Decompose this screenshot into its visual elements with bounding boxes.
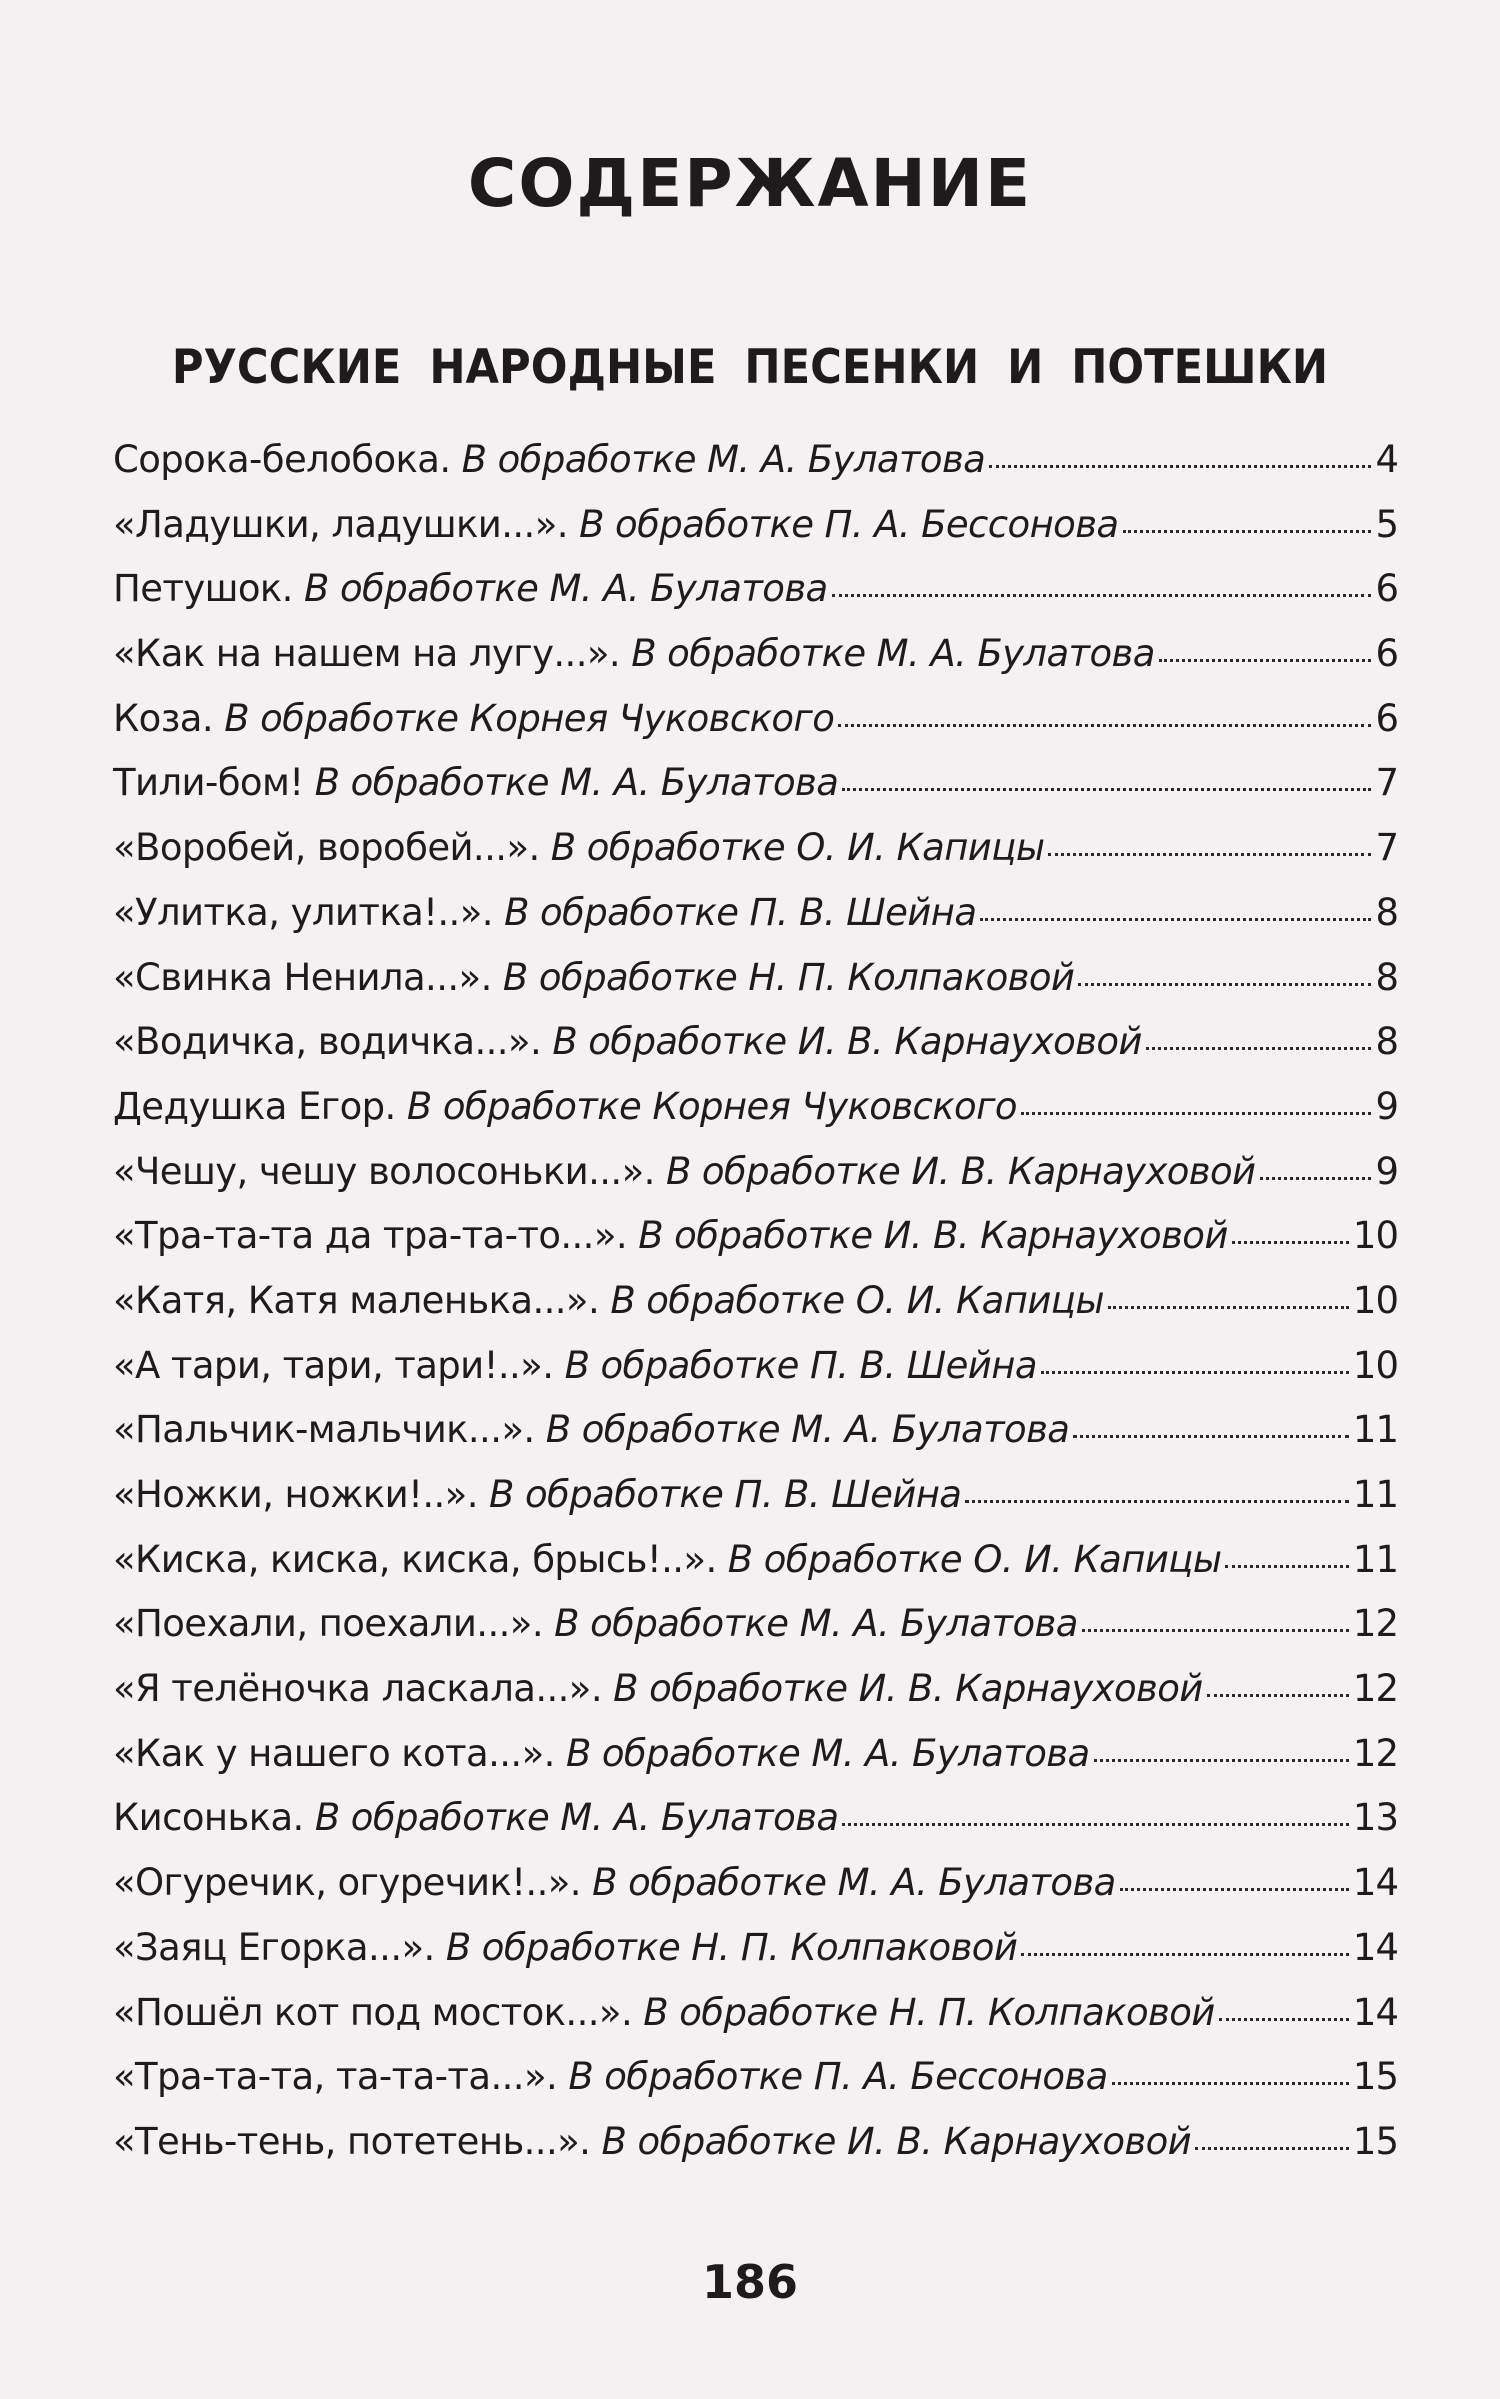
toc-entry[interactable] (113, 1150, 1398, 1215)
entry-page-number: 12 (1352, 1602, 1398, 1646)
entry-credit: В обработке И. В. Карнауховой (613, 1667, 1203, 1711)
entry-title: «Пальчик-мальчик...». (113, 1408, 535, 1452)
entry-credit: В обработке И. В. Карнауховой (601, 2119, 1192, 2163)
entry-page-number: 8 (1375, 955, 1398, 999)
dot-leader (980, 918, 1371, 921)
entry-title: «Как на нашем на лугу...». (113, 632, 621, 676)
toc-entry[interactable] (113, 697, 1398, 762)
toc-entry[interactable] (113, 1473, 1398, 1538)
dot-leader (1082, 1629, 1349, 1632)
entry-page-number: 10 (1352, 1278, 1398, 1322)
entry-page-number: 4 (1375, 438, 1398, 481)
dot-leader (838, 724, 1371, 727)
entry-credit: В обработке М. А. Булатова (314, 761, 839, 805)
entry-page-number: 14 (1352, 1861, 1398, 1905)
entry-page-number: 11 (1352, 1537, 1398, 1581)
dot-leader (1094, 1759, 1349, 1762)
toc-entry[interactable] (113, 1344, 1398, 1409)
entry-page-number: 8 (1375, 890, 1398, 934)
entry-credit: В обработке О. И. Капицы (550, 826, 1045, 870)
entry-credit: В обработке Н. П. Колпаковой (502, 955, 1075, 999)
entry-title: «Поехали, поехали...». (113, 1602, 543, 1646)
entry-title: Сорока-белобока. (113, 438, 451, 481)
entry-title: Коза. (113, 696, 214, 740)
entry-credit: В обработке Корнея Чуковского (406, 1084, 1017, 1128)
entry-text (113, 2120, 1191, 2163)
entry-page-number: 8 (1375, 1020, 1398, 1064)
entry-text (113, 891, 976, 934)
toc-entry[interactable] (113, 956, 1398, 1021)
dot-leader (1021, 1953, 1349, 1956)
toc-entry[interactable] (113, 1020, 1398, 1085)
entry-page-number: 10 (1352, 1214, 1398, 1258)
dot-leader (1260, 1177, 1372, 1180)
entry-page-number: 7 (1375, 826, 1398, 870)
entry-credit: В обработке П. А. Бессонова (579, 502, 1119, 546)
entry-title: «Я телёночка ласкала...». (113, 1667, 602, 1711)
entry-text (113, 2055, 1108, 2098)
entry-page-number: 5 (1375, 502, 1398, 546)
toc-entry[interactable] (113, 1214, 1398, 1279)
entry-page-number: 13 (1352, 1796, 1398, 1840)
entry-text (113, 1602, 1078, 1645)
entry-credit: В обработке П. В. Шейна (564, 1343, 1037, 1387)
dot-leader (1146, 1047, 1372, 1050)
entry-text (113, 1408, 1069, 1451)
entry-credit: В обработке Корнея Чуковского (224, 696, 835, 740)
entry-title: «Улитка, улитка!..». (113, 890, 493, 934)
entry-page-number: 15 (1352, 2055, 1398, 2099)
entry-text (113, 1926, 1017, 1969)
toc-entry[interactable] (113, 891, 1398, 956)
toc-entry[interactable] (113, 761, 1398, 826)
entry-title: «Тень-тень, потетень...». (113, 2119, 591, 2163)
entry-credit: В обработке М. А. Булатова (304, 567, 828, 611)
entry-title: «Воробей, воробей...». (113, 826, 540, 870)
dot-leader (1021, 1112, 1372, 1115)
toc-entry[interactable] (113, 1926, 1398, 1991)
entry-page-number: 6 (1375, 696, 1398, 740)
toc-entry[interactable] (113, 1538, 1398, 1603)
entry-title: «Ладушки, ладушки...». (113, 502, 568, 546)
entry-page-number: 14 (1352, 1990, 1398, 2034)
entry-text (113, 438, 985, 481)
toc-entry[interactable] (113, 1408, 1398, 1473)
dot-leader (1225, 1565, 1348, 1568)
entry-page-number: 9 (1375, 1084, 1398, 1128)
entry-credit: В обработке П. В. Шейна (504, 890, 977, 934)
entry-credit: В обработке П. В. Шейна (489, 1473, 962, 1516)
entry-page-number: 14 (1352, 1925, 1398, 1969)
entry-title: «Огуречик, огуречик!..». (113, 1861, 581, 1905)
entry-text (113, 1150, 1256, 1193)
entry-title: Кисонька. (113, 1796, 304, 1840)
dot-leader (842, 788, 1371, 791)
entry-credit: В обработке М. А. Булатова (314, 1796, 839, 1840)
entry-credit: В обработке М. А. Булатова (554, 1602, 1078, 1646)
toc-entry[interactable] (113, 826, 1398, 891)
entry-page-number: 7 (1375, 761, 1398, 805)
dot-leader (1078, 983, 1371, 986)
entry-page-number: 15 (1352, 2119, 1398, 2163)
entry-title: «Тра-та-та, та-та-та...». (113, 2055, 558, 2099)
entry-text (113, 1732, 1090, 1775)
toc-entry[interactable] (113, 632, 1398, 697)
entry-credit: В обработке И. В. Карнауховой (665, 1149, 1256, 1193)
dot-leader (1108, 1306, 1349, 1309)
toc-entry[interactable] (113, 503, 1398, 568)
dot-leader (989, 465, 1371, 468)
table-of-contents (113, 438, 1398, 2185)
entry-text (113, 1667, 1203, 1710)
entry-page-number: 6 (1375, 567, 1398, 611)
entry-text (113, 1214, 1228, 1257)
entry-credit: В обработке Н. П. Колпаковой (445, 1925, 1018, 1969)
entry-page-number: 11 (1352, 1473, 1398, 1516)
toc-entry[interactable] (113, 1991, 1398, 2056)
entry-text (113, 503, 1119, 546)
entry-text (113, 1538, 1221, 1581)
entry-title: «Водичка, водичка...». (113, 1020, 542, 1064)
toc-entry[interactable] (113, 2055, 1398, 2120)
entry-text (113, 1991, 1215, 2034)
section-title: РУССКИЕ НАРОДНЫЕ ПЕСЕНКИ И ПОТЕШКИ (171, 340, 1329, 395)
entry-text (113, 1279, 1104, 1322)
entry-page-number: 12 (1352, 1667, 1398, 1711)
entry-credit: В обработке М. А. Булатова (631, 632, 1155, 676)
entry-credit: В обработке И. В. Карнауховой (552, 1020, 1142, 1064)
dot-leader (1195, 2147, 1349, 2150)
entry-title: «Катя, Катя маленька...». (113, 1278, 600, 1322)
entry-text (113, 826, 1044, 869)
dot-leader (1048, 853, 1371, 856)
toc-entry[interactable] (113, 1279, 1398, 1344)
entry-text (113, 1020, 1142, 1063)
entry-page-number: 11 (1352, 1408, 1398, 1452)
toc-entry[interactable] (113, 1602, 1398, 1667)
toc-entry[interactable] (113, 438, 1398, 503)
entry-title: Тили-бом! (113, 761, 304, 805)
entry-page-number: 12 (1352, 1731, 1398, 1775)
dot-leader (1232, 1241, 1349, 1244)
entry-text (113, 1861, 1116, 1904)
entry-credit: В обработке М. А. Булатова (461, 438, 986, 481)
entry-title: Петушок. (113, 567, 293, 611)
entry-title: «Заяц Егорка...». (113, 1925, 435, 1969)
entry-page-number: 6 (1375, 632, 1398, 676)
toc-entry[interactable] (113, 2120, 1398, 2185)
entry-title: «Киска, киска, киска, брысь!..». (113, 1537, 717, 1581)
entry-credit: В обработке П. А. Бессонова (568, 2055, 1108, 2099)
entry-credit: В обработке И. В. Карнауховой (638, 1214, 1228, 1258)
toc-entry[interactable] (113, 1796, 1398, 1861)
entry-title: «А тари, тари, тари!..». (113, 1343, 554, 1387)
toc-entry[interactable] (113, 1861, 1398, 1926)
entry-text (113, 956, 1074, 999)
dot-leader (1120, 1888, 1349, 1891)
entry-title: «Пошёл кот под мосток...». (113, 1990, 633, 2034)
entry-text (113, 697, 834, 740)
entry-title: «Свинка Ненила...». (113, 955, 492, 999)
entry-title: Дедушка Егор. (113, 1084, 396, 1128)
dot-leader (1219, 2018, 1349, 2021)
entry-text (113, 567, 828, 610)
page-number: 186 (701, 2255, 799, 2309)
entry-page-number: 9 (1375, 1149, 1398, 1193)
entry-text (113, 1344, 1037, 1387)
toc-entry[interactable] (113, 1732, 1398, 1797)
dot-leader (1112, 2082, 1349, 2085)
entry-credit: В обработке М. А. Булатова (565, 1731, 1090, 1775)
entry-page-number: 10 (1352, 1343, 1398, 1387)
entry-text (113, 1085, 1017, 1128)
entry-credit: В обработке Н. П. Колпаковой (643, 1990, 1215, 2034)
entry-credit: В обработке М. А. Булатова (592, 1861, 1116, 1905)
entry-text (113, 1796, 838, 1839)
dot-leader (1207, 1694, 1349, 1697)
dot-leader (832, 594, 1372, 597)
entry-credit: В обработке М. А. Булатова (545, 1408, 1070, 1452)
toc-entry[interactable] (113, 1667, 1398, 1732)
dot-leader (1073, 1435, 1349, 1438)
entry-title: «Ножки, ножки!..». (113, 1473, 478, 1516)
page-title: СОДЕРЖАНИЕ (467, 145, 1033, 222)
dot-leader (1159, 659, 1372, 662)
toc-entry[interactable] (113, 1085, 1398, 1150)
dot-leader (965, 1500, 1349, 1503)
entry-text (113, 761, 838, 804)
toc-entry[interactable] (113, 567, 1398, 632)
dot-leader (842, 1823, 1348, 1826)
entry-credit: В обработке О. И. Капицы (727, 1537, 1222, 1581)
entry-text (113, 632, 1155, 675)
entry-title: «Чешу, чешу волосоньки...». (113, 1149, 655, 1193)
entry-title: «Тра-та-та да тра-та-то...». (113, 1214, 628, 1258)
dot-leader (1123, 530, 1372, 533)
entry-text (113, 1473, 961, 1516)
dot-leader (1041, 1371, 1349, 1374)
entry-credit: В обработке О. И. Капицы (610, 1278, 1104, 1322)
entry-title: «Как у нашего кота...». (113, 1731, 555, 1775)
